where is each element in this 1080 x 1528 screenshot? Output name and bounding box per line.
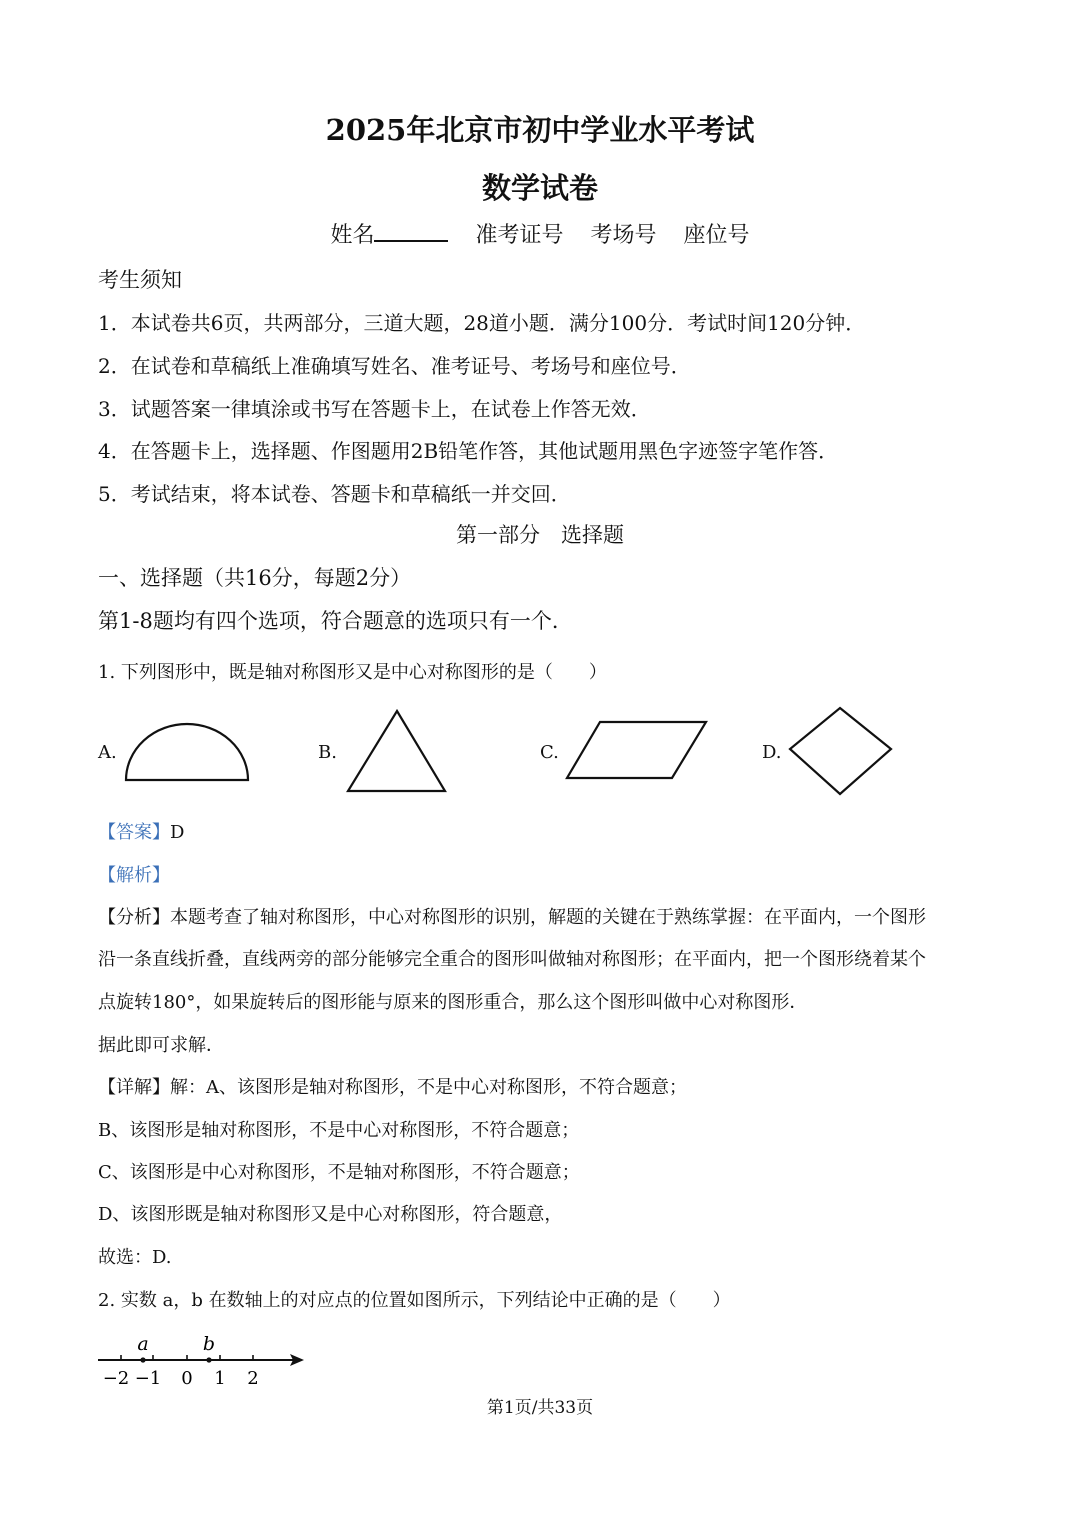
tick-label-0: 0 bbox=[181, 1368, 193, 1389]
point-b-dot bbox=[206, 1357, 211, 1362]
paper-subtitle: 数学试卷 bbox=[481, 171, 598, 205]
tick-label-minus-1: −1 bbox=[134, 1368, 162, 1389]
point-a-dot bbox=[140, 1357, 145, 1362]
triangle-figure bbox=[342, 705, 452, 797]
q1-option-d-label: D. bbox=[762, 742, 782, 763]
analysis-line-9: 故选：D. bbox=[98, 1247, 172, 1268]
seat-label: 座位号 bbox=[683, 223, 750, 248]
exam-id-label: 准考证号 bbox=[475, 223, 564, 248]
notice-item-3: 3．试题答案一律填涂或书写在答题卡上，在试卷上作答无效． bbox=[98, 397, 651, 421]
analysis-line-4: 据此即可求解． bbox=[98, 1035, 224, 1056]
q1-stem: 1. 下列图形中，既是轴对称图形又是中心对称图形的是（ ） bbox=[98, 662, 607, 683]
semicircle-figure bbox=[120, 712, 255, 786]
name-label: 姓名 bbox=[330, 223, 375, 248]
number-line bbox=[96, 1328, 312, 1390]
tick-label-2: 2 bbox=[247, 1368, 259, 1389]
analysis-line-1: 【分析】本题考查了轴对称图形，中心对称图形的识别，解题的关键在于熟练掌握：在平面内，一个图形 bbox=[98, 907, 926, 928]
point-b-label: b bbox=[202, 1333, 216, 1355]
analysis-line-6: B、该图形是轴对称图形，不是中心对称图形，不符合题意； bbox=[98, 1120, 580, 1141]
name-field bbox=[330, 223, 448, 248]
notice-item-1: 1．本试卷共6页，共两部分，三道大题，28道小题．满分100分．考试时间120分钟． bbox=[98, 311, 866, 335]
notice-item-2: 2．在试卷和草稿纸上准确填写姓名、准考证号、考场号和座位号． bbox=[98, 354, 691, 378]
room-label: 考场号 bbox=[590, 223, 657, 248]
notice-item-5: 5．考试结束，将本试卷、答题卡和草稿纸一并交回． bbox=[98, 482, 571, 506]
q1-answer bbox=[98, 818, 184, 844]
analysis-line-3: 点旋转180°，如果旋转后的图形能与原来的图形重合，那么这个图形叫做中心对称图形． bbox=[98, 992, 808, 1013]
analysis-line-2: 沿一条直线折叠，直线两旁的部分能够完全重合的图形叫做轴对称图形；在平面内，把一个图形绕着某个 bbox=[98, 949, 926, 970]
page-number: 第1页/共33页 bbox=[486, 1398, 594, 1418]
tick-label-minus-2: −2 bbox=[102, 1368, 130, 1389]
q1-option-a-label: A. bbox=[98, 742, 117, 763]
analysis-line-8: D、该图形既是轴对称图形又是中心对称图形，符合题意， bbox=[98, 1204, 563, 1225]
analysis-tag: 【解析】 bbox=[98, 865, 170, 886]
analysis-line-7: C、该图形是中心对称图形，不是轴对称图形，不符合题意； bbox=[98, 1162, 580, 1183]
paper-title: 2025年北京市初中学业水平考试 bbox=[325, 113, 755, 147]
notice-heading: 考生须知 bbox=[98, 268, 182, 292]
parallelogram-figure bbox=[562, 716, 712, 784]
tick-label-1: 1 bbox=[214, 1368, 226, 1389]
section-heading: 一、选择题（共16分，每题2分） bbox=[98, 566, 412, 590]
rhombus-figure bbox=[786, 704, 896, 798]
candidate-info-row bbox=[0, 218, 1080, 249]
section-instruction: 第1-8题均有四个选项，符合题意的选项只有一个． bbox=[98, 609, 573, 633]
analysis-line-5: 【详解】解：A、该图形是轴对称图形，不是中心对称图形，不符合题意； bbox=[98, 1077, 687, 1098]
part1-title: 第一部分 选择题 bbox=[456, 523, 624, 547]
q1-option-c-label: C. bbox=[540, 742, 559, 763]
q1-option-b-label: B. bbox=[318, 742, 337, 763]
answer-value: D bbox=[170, 822, 185, 843]
notice-item-4: 4．在答题卡上，选择题、作图题用2B铅笔作答，其他试题用黑色字迹签字笔作答． bbox=[98, 439, 839, 463]
answer-tag: 【答案】 bbox=[98, 822, 170, 843]
name-blank bbox=[374, 222, 448, 242]
point-a-label: a bbox=[137, 1333, 149, 1355]
q2-stem: 2. 实数 a，b 在数轴上的对应点的位置如图所示，下列结论中正确的是（ ） bbox=[98, 1290, 731, 1311]
